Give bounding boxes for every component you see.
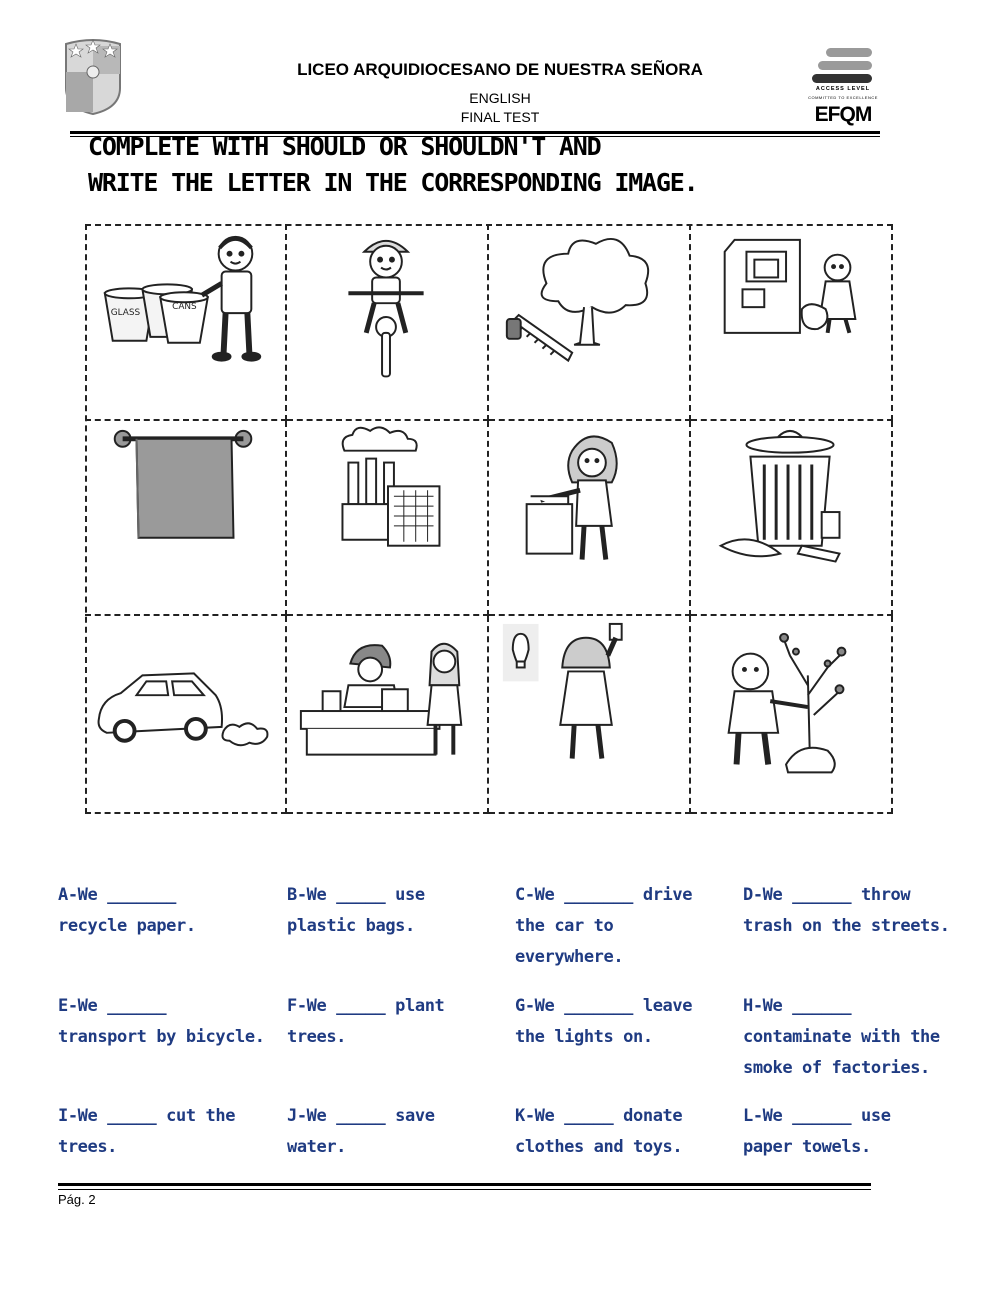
sentence-a: A-We _______ recycle paper. [58, 885, 196, 936]
sentence-b: B-We _____ use plastic bags. [287, 885, 425, 936]
sentence-c: C-We _______ drive the car to everywhere. [515, 885, 693, 967]
picture-factory [287, 421, 489, 616]
sentence-j: J-We _____ save water. [287, 1106, 435, 1157]
glass-label: GLASS [110, 308, 141, 319]
sentence-e: E-We ______ transport by bicycle. [58, 996, 265, 1047]
picture-light-switch [489, 616, 691, 814]
instruction-line-2: WRITE THE LETTER IN THE CORRESPONDING IMAGE. [88, 168, 698, 197]
picture-recycle-desk [287, 616, 489, 814]
page-number: Pág. 2 [58, 1192, 96, 1207]
picture-car-smoke [85, 616, 287, 814]
picture-towel [85, 421, 287, 616]
picture-plant-tree [691, 616, 893, 814]
footer-rule [58, 1183, 871, 1186]
sentence-i: I-We _____ cut the trees. [58, 1106, 236, 1157]
cans-label: CANS [172, 302, 197, 313]
exam-label: FINAL TEST [460, 109, 540, 125]
picture-tap-water [489, 421, 691, 616]
picture-recycling-bins [85, 224, 287, 421]
picture-tree-saw [489, 224, 691, 421]
picture-bicycle [287, 224, 489, 421]
subject-label: ENGLISH [469, 90, 531, 106]
efqm-level-text: ACCESS LEVEL [815, 86, 871, 92]
sentence-g: G-We _______ leave the lights on. [515, 996, 693, 1047]
sentence-k: K-We _____ donate clothes and toys. [515, 1106, 683, 1157]
sentence-d: D-We ______ throw trash on the streets. [743, 885, 950, 936]
instruction-line-1: COMPLETE WITH SHOULD OR SHOULDN'T AND [88, 132, 601, 161]
picture-trash-can [691, 421, 893, 616]
sentence-l: L-We ______ use paper towels. [743, 1106, 891, 1157]
efqm-wordmark: EFQM [814, 103, 872, 126]
sentence-f: F-We _____ plant trees. [287, 996, 445, 1047]
picture-donation-box [691, 224, 893, 421]
efqm-tagline: COMMITTED TO EXCELLENCE [808, 95, 878, 100]
footer-rule-thin [58, 1189, 871, 1190]
picture-grid [85, 224, 893, 814]
sentence-h: H-We ______ contaminate with the smoke of factories. [743, 996, 940, 1078]
school-name: LICEO ARQUIDIOCESANO DE NUESTRA SEÑORA [297, 60, 703, 79]
